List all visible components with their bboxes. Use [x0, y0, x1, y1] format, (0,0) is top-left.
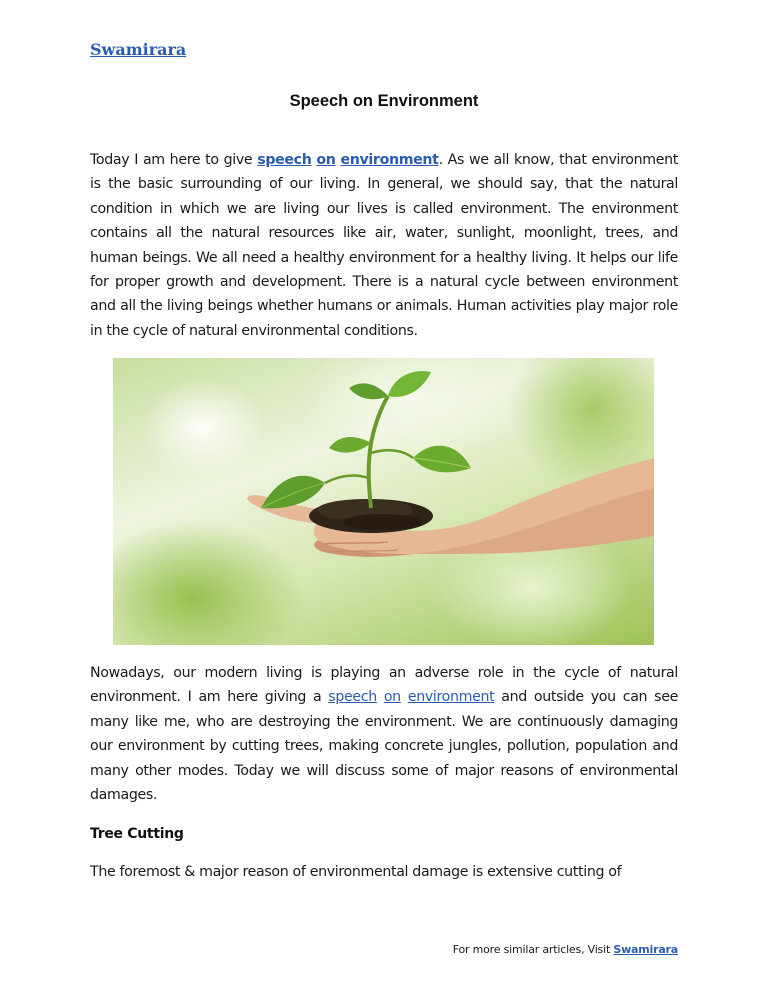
footer-note	[453, 943, 678, 956]
page-title: Speech on Environment	[289, 92, 479, 110]
hand-holding-sapling-icon	[113, 358, 654, 645]
link-separator	[401, 689, 408, 705]
environment-link[interactable]: environment	[340, 152, 439, 168]
on-link-2[interactable]: on	[383, 689, 401, 706]
footer-text: For more similar articles, Visit	[452, 943, 614, 956]
speech-link[interactable]: speech	[257, 152, 312, 168]
modern-living-paragraph	[90, 661, 678, 807]
environment-link-2[interactable]: environment	[407, 689, 495, 706]
footer-brand-link[interactable]: Swamirara	[613, 943, 678, 956]
section-heading-tree-cutting: Tree Cutting	[90, 826, 184, 842]
link-separator	[377, 689, 384, 705]
brand-link[interactable]: Swamirara	[90, 40, 187, 59]
modern-text-start: Nowadays, our modern living is playing an adverse role in the cycle of natural environment. I am here giving a	[90, 665, 678, 706]
modern-text-end: and outside you can see many like me, who are destroying the environment. We are continuously damaging our environment by cutting trees, making concrete jungles, pollution, population and many other modes. Today we will discuss some of major reasons of environmental damages.	[90, 689, 678, 804]
tree-cutting-paragraph: The foremost & major reason of environmental damage is extensive cutting of	[90, 864, 622, 880]
intro-text-start: Today I am here to give	[90, 152, 258, 168]
intro-paragraph	[90, 148, 678, 343]
on-link[interactable]: on	[316, 152, 336, 168]
hand-sapling-image	[113, 358, 654, 645]
intro-text-end: . As we all know, that environment is the basic surrounding of our living. In general, we should say, that the natural condition in which we are living our lives is called environment. The environment contains all the natural resources like air, water, sunlight, moonlight, trees, and human beings. We all need a healthy environment for a healthy living. It helps our life for proper growth and development. There is a natural cycle between environment and all the living beings whether humans or animals. Human activities play major role in the cycle of natural environmental conditions.	[90, 152, 678, 339]
speech-link-2[interactable]: speech	[328, 689, 377, 706]
